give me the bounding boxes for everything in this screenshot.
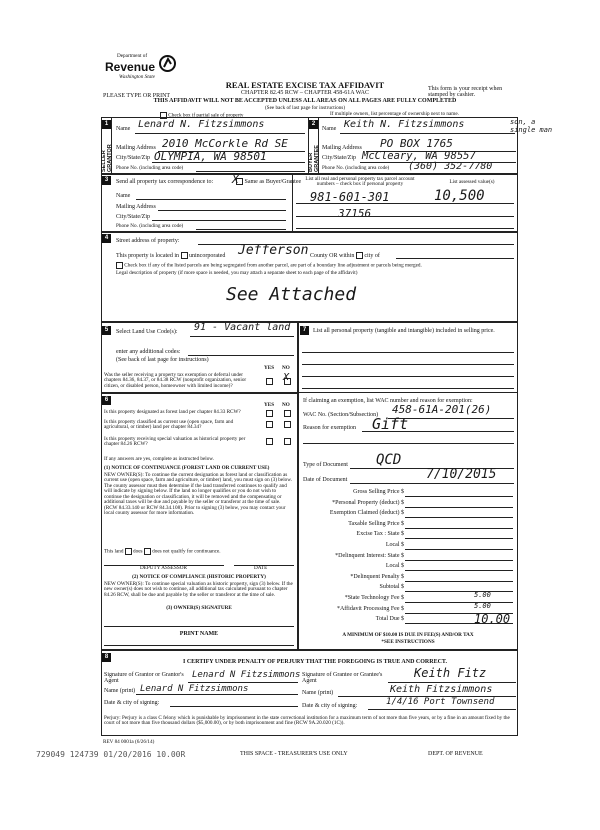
fee-line-label: *Delinquent Interest: State $ <box>335 552 404 559</box>
fee-line-value[interactable]: 10.00 <box>474 612 511 627</box>
fee-line-label: Taxable Selling Price $ <box>348 520 404 527</box>
exemption-question: Was the seller receiving a property tax exemption or deferral under chapters 84.36, 84.37, or 84.38 RCW (nonprofit organization, senior citizen, or disabled person, homeowner with limited income)? <box>104 372 247 389</box>
treasurer-use-label: THIS SPACE - TREASURER'S USE ONLY <box>240 751 348 757</box>
county-label: County OR within <box>310 252 355 259</box>
section-5-number: 5 <box>102 326 111 335</box>
historic-no-checkbox[interactable] <box>284 438 291 445</box>
exemption-reason-value[interactable]: Gift <box>372 415 409 433</box>
section-6-number: 6 <box>102 396 111 405</box>
same-as-buyer-label: Same as Buyer/Grantee <box>244 178 302 185</box>
current-use-question: Is this property classified as current use (open space, farm and agricultural, or timber) land per chapter 84.34? <box>104 419 234 431</box>
assessed-header: List assessed value(s) <box>449 179 495 185</box>
section-2-number: 2 <box>309 120 318 129</box>
fee-line-label: Local $ <box>385 542 404 548</box>
exemption-claim-label: If claiming an exemption, list WAC number and reason for exemption: <box>303 398 473 404</box>
current-use-no-checkbox[interactable] <box>284 421 291 428</box>
parcel-number-2[interactable]: 37156 <box>338 207 372 220</box>
seller-city[interactable]: OLYMPIA, WA 98501 <box>154 150 267 163</box>
seller-name-label: Name <box>116 126 131 132</box>
seller-city-label: City/State/Zip <box>116 155 150 161</box>
does-not-checkbox[interactable] <box>144 548 151 555</box>
deputy-date-label: DATE <box>254 565 268 571</box>
notice-2-title: (2) NOTICE OF COMPLIANCE (HISTORIC PROPERTY) <box>132 574 266 580</box>
grantee-name[interactable]: Keith Fitzsimmons <box>390 684 493 695</box>
tax-city-label: City/State/Zip <box>116 214 150 220</box>
buyer-city-label: City/State/Zip <box>322 155 356 161</box>
multiple-owners-note: If multiple owners, list percentage of ownership next to name. <box>330 111 459 117</box>
sec6-yes-header: YES <box>264 402 275 408</box>
historic-question: Is this property receiving special valuation as historical property per chapter 84.26 RCW? <box>104 436 246 448</box>
street-address-label: Street address of property: <box>116 238 180 244</box>
seller-name[interactable]: Lenard N. Fitzsimmons <box>138 119 265 130</box>
segregated-label: Check box if any of the listed parcels are being segregated from another parcel, are part of a boundary line adjustment or parcels being merged. <box>124 262 422 269</box>
segregated-checkbox[interactable] <box>116 262 123 269</box>
buyer-grantee-label: BUYER GRANTEE <box>308 145 320 172</box>
form-warning: THIS AFFIDAVIT WILL NOT BE ACCEPTED UNLESS ALL AREAS ON ALL PAGES ARE FULLY COMPLETED <box>153 98 457 104</box>
perjury-note: Perjury: Perjury is a class C felony which is punishable by imprisonment in the state correctional institution for a maximum term of not more than five years, or by a fine in an amount fixed by the court of not more than five thousand dollars ($5,000.00), or by both imprisonment and fine (RCW 9A.20.020 (1C)). <box>104 715 510 727</box>
seller-mailing-label: Mailing Address <box>116 145 156 151</box>
seller-mailing[interactable]: 2010 McCorkle Rd SE <box>162 137 288 150</box>
this-land-label: This land <box>104 548 124 555</box>
parcel-header: List all real and personal property tax parcel account numbers – check box if personal property <box>305 176 415 188</box>
land-use-see-back: (See back of last page for instructions) <box>116 357 209 363</box>
notice-1-title: (1) NOTICE OF CONTINUANCE (FOREST LAND OR CURRENT USE) <box>104 465 270 471</box>
section-7-number: 7 <box>300 326 309 335</box>
form-subtitle: CHAPTER 82.45 RCW – CHAPTER 458-61A WAC <box>241 90 369 96</box>
legal-description-value[interactable]: See Attached <box>226 284 357 305</box>
personal-property-label: List all personal property (tangible and intangible) included in selling price. <box>313 328 495 334</box>
grantee-date-label: Date & city of signing: <box>302 703 358 709</box>
notice-2-text: NEW OWNER(S): To continue special valuation as historic property, sign (3) below. If the new owner(s) does not wish to continue, all additional tax calculated pursuant to chapter 84.26 RCW, shall be due and payable by the seller or transferor at the time of sale. <box>104 581 293 598</box>
sec5-yes-header: YES <box>264 365 275 371</box>
if-yes-instruction: If any answers are yes, complete as instructed below. <box>104 456 215 462</box>
seller-grantor-label: SELLER GRANTOR <box>101 144 113 172</box>
fee-line-label: Local $ <box>385 563 404 570</box>
fee-line-label: Excise Tax : State $ <box>356 531 404 538</box>
document-date-value[interactable]: 7/10/2015 <box>426 467 497 482</box>
qualify-label: qualify for continuance. <box>170 548 221 555</box>
section-1-number: 1 <box>102 120 111 129</box>
buyer-city[interactable]: McCleary, WA 98557 <box>362 150 476 162</box>
section-3-number: 3 <box>102 176 111 185</box>
buyer-phone[interactable]: (360) 352-7780 <box>408 161 493 172</box>
revision-label: REV 84 0001a (6/26/14) <box>103 739 155 745</box>
wac-label: WAC No. (Section/Subsection) <box>303 412 379 418</box>
sec5-no-header: NO <box>282 365 290 371</box>
grantor-date-label: Date & city of signing: <box>104 700 160 706</box>
does-checkbox[interactable] <box>125 548 132 555</box>
historic-yes-checkbox[interactable] <box>266 438 273 445</box>
buyer-side-note: son, a single man <box>510 118 553 134</box>
fee-line-label: *Affidavit Processing Fee $ <box>336 605 404 612</box>
legal-description-label: Legal description of property (if more space is needed, you may attach a separate sheet to each page of the affidavit) <box>116 270 358 276</box>
section-4 <box>101 232 518 322</box>
current-use-yes-checkbox[interactable] <box>266 421 273 428</box>
please-type: PLEASE TYPE OR PRINT <box>103 93 171 99</box>
sec6-no-header: NO <box>282 402 290 408</box>
additional-codes-label: enter any additional codes: <box>116 349 181 355</box>
recording-stamp: 729049 124739 01/20/2016 10.00R <box>36 750 186 759</box>
buyer-name-label: Name <box>322 126 337 132</box>
located-in-label: This property is located in <box>116 252 179 259</box>
does-label: does <box>133 548 143 555</box>
deputy-assessor-label: DEPUTY ASSESSOR <box>140 565 187 571</box>
document-type-label: Type of Document <box>303 462 348 468</box>
receipt-note: This form is your receipt when stamped by cashier. <box>428 86 503 99</box>
tax-mailing-label: Mailing Address <box>116 204 156 210</box>
fee-line-label: *Personal Property (deduct) $ <box>332 499 404 506</box>
buyer-mailing[interactable]: PO BOX 1765 <box>380 137 453 150</box>
notice-1-text: NEW OWNER(S): To continue the current designation as forest land or classification as current use (open space, farm and agriculture, or timber) land, you must sign on (3) below. The county assessor must then determine if the land transferred continues to qualify and will indicate by signing below. If the land no longer qualifies or you do not wish to continue the designation or classification, it will be removed and the compensating or additional taxes will be due and payable by the seller or transferor at the time of sale. (RCW 84.33.140 or RCW 84.34.108). Prior to signing (3) below, you may contact your local county assessor for more information. <box>104 472 292 517</box>
partial-sale-checkbox[interactable] <box>160 112 167 119</box>
revenue-logo: Department of Revenue Washington State <box>103 52 178 92</box>
exemption-reason-label: Reason for exemption <box>303 425 356 431</box>
revenue-logo-icon <box>159 55 176 72</box>
see-instructions-note: *SEE INSTRUCTIONS <box>381 639 435 645</box>
section-4-number: 4 <box>102 234 111 243</box>
forest-no-checkbox[interactable] <box>284 410 291 417</box>
buyer-phone-label: Phone No. (including area code) <box>322 165 390 171</box>
fee-line-label: *Delinquent Penalty $ <box>350 573 404 580</box>
fee-line-label: Gross Selling Price $ <box>353 489 404 495</box>
document-date-label: Date of Document <box>303 477 348 483</box>
fee-line-label: Subtotal $ <box>379 584 404 591</box>
print-name-label: PRINT NAME <box>179 631 219 637</box>
tax-name-label: Name <box>116 193 131 199</box>
fee-line-label: *State Technology Fee $ <box>344 595 404 601</box>
fee-line-value[interactable]: 5.00 <box>474 591 491 599</box>
sec5-no-mark: X <box>283 372 290 383</box>
land-use-label: Select Land Use Code(s): <box>116 329 178 335</box>
forest-yes-checkbox[interactable] <box>266 410 273 417</box>
fee-line-label: Total Due $ <box>375 616 404 623</box>
grantee-name-label: Name (print) <box>302 690 334 696</box>
owner-signature-label: (3) OWNER(S) SIGNATURE <box>166 605 232 611</box>
tax-phone-label: Phone No. (including area code) <box>116 223 184 229</box>
partial-sale-label: Check box if partial sale of property <box>168 112 244 119</box>
city-of-label: city of <box>364 252 380 259</box>
form-see-back: (See back of last page for instructions) <box>264 105 346 111</box>
parcel-number[interactable]: 981-601-301 <box>310 190 390 204</box>
same-as-buyer-mark: X <box>232 173 239 186</box>
grantee-signature[interactable]: Keith Fitz <box>414 666 487 680</box>
seller-phone-label: Phone No. (including area code) <box>116 165 184 171</box>
send-correspondence-label: Send all property tax correspondence to: <box>116 179 214 185</box>
grantor-signature[interactable]: Lenard N Fitzsimmons <box>192 670 301 680</box>
fee-line-label: Exemption Claimed (deduct) $ <box>329 510 404 517</box>
county-name[interactable]: Jefferson <box>238 243 309 258</box>
buyer-name[interactable]: Keith N. Fitzsimmons <box>344 119 465 130</box>
does-not-label: does not <box>152 548 170 555</box>
grantee-signature-label: Signature of Grantee or Grantee's Agent <box>302 672 383 685</box>
forest-land-question: Is this property designated as forest land per chapter 84.33 RCW? <box>104 409 241 415</box>
fee-line-value[interactable]: 5.00 <box>474 601 491 610</box>
wac-value[interactable]: 458-61A-201(26) <box>392 403 492 416</box>
minimum-due-note: A MINIMUM OF $10.00 IS DUE IN FEE(S) AND/OR TAX <box>342 632 474 638</box>
grantor-name[interactable]: Lenard N Fitzsimmons <box>140 684 249 694</box>
grantor-name-label: Name (print) <box>104 688 136 694</box>
assessed-value[interactable]: 10,500 <box>434 188 485 204</box>
unincorporated-checkbox[interactable] <box>181 252 188 259</box>
grantee-date[interactable]: 1/4/16 Port Townsend <box>386 697 495 707</box>
buyer-mailing-label: Mailing Address <box>322 145 362 151</box>
certify-statement: I CERTIFY UNDER PENALTY OF PERJURY THAT THE FOREGOING IS TRUE AND CORRECT. <box>182 659 447 665</box>
dept-revenue-label: DEPT. OF REVENUE <box>428 751 483 757</box>
land-use-value[interactable]: 91 - Vacant land <box>194 322 291 333</box>
city-of-checkbox[interactable] <box>356 252 363 259</box>
grantor-signature-label: Signature of Grantor or Grantor's Agent <box>104 672 184 685</box>
sec5-yes-checkbox[interactable] <box>266 378 273 385</box>
document-type-value[interactable]: QCD <box>376 452 402 468</box>
form-title: REAL ESTATE EXCISE TAX AFFIDAVIT <box>225 80 385 90</box>
section-8-number: 8 <box>102 653 111 662</box>
unincorporated-label: unincorporated <box>189 252 226 259</box>
